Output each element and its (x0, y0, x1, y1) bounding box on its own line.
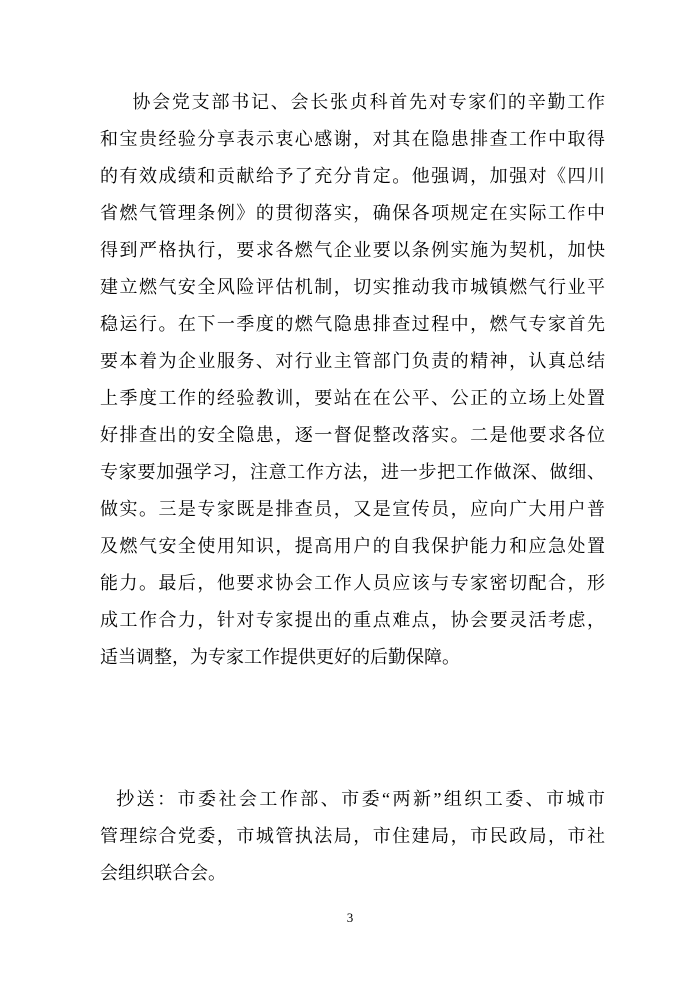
text-line: 得到严格执行，要求各燃气企业要以条例实施为契机，加快 (100, 240, 605, 260)
text-line: 的有效成绩和贡献给予了充分肯定。他强调，加强对《四川 (100, 166, 605, 186)
text-line: 能力。最后，他要求协会工作人员应该与专家密切配合，形 (100, 573, 605, 593)
text-line: 上季度工作的经验教训，要站在在公平、公正的立场上处置 (100, 388, 605, 408)
text-line: 好排查出的安全隐患，逐一督促整改落实。二是他要求各位 (100, 425, 605, 445)
text-line: 建立燃气安全风险评估机制，切实推动我市城镇燃气行业平 (100, 277, 605, 297)
text-line: 专家要加强学习，注意工作方法，进一步把工作做深、做细、 (100, 462, 605, 482)
text-line: 做实。三是专家既是排查员，又是宣传员，应向广大用户普 (100, 499, 605, 519)
text-line: 及燃气安全使用知识，提高用户的自我保护能力和应急处置 (100, 536, 605, 556)
text-line: 和宝贵经验分享表示衷心感谢，对其在隐患排查工作中取得 (100, 129, 605, 149)
cc-note (100, 781, 605, 892)
text-line: 成工作合力，针对专家提出的重点难点，协会要灵活考虑， (100, 610, 605, 630)
text-line: 抄送：市委社会工作部、市委“两新”组织工委、市城市 (116, 789, 605, 809)
text-line: 适当调整，为专家工作提供更好的后勤保障。 (100, 647, 460, 667)
text-line: 省燃气管理条例》的贯彻落实，确保各项规定在实际工作中 (100, 203, 605, 223)
page-number: 3 (346, 910, 354, 925)
main-paragraph (100, 84, 605, 676)
text-line: 会组织联合会。 (100, 863, 226, 883)
text-line: 管理综合党委，市城管执法局，市住建局，市民政局，市社 (100, 826, 605, 846)
text-line: 稳运行。在下一季度的燃气隐患排查过程中，燃气专家首先 (100, 314, 605, 334)
text-line: 要本着为企业服务、对行业主管部门负责的精神，认真总结 (100, 351, 605, 371)
text-line: 协会党支部书记、会长张贞科首先对专家们的辛勤工作 (132, 92, 605, 112)
